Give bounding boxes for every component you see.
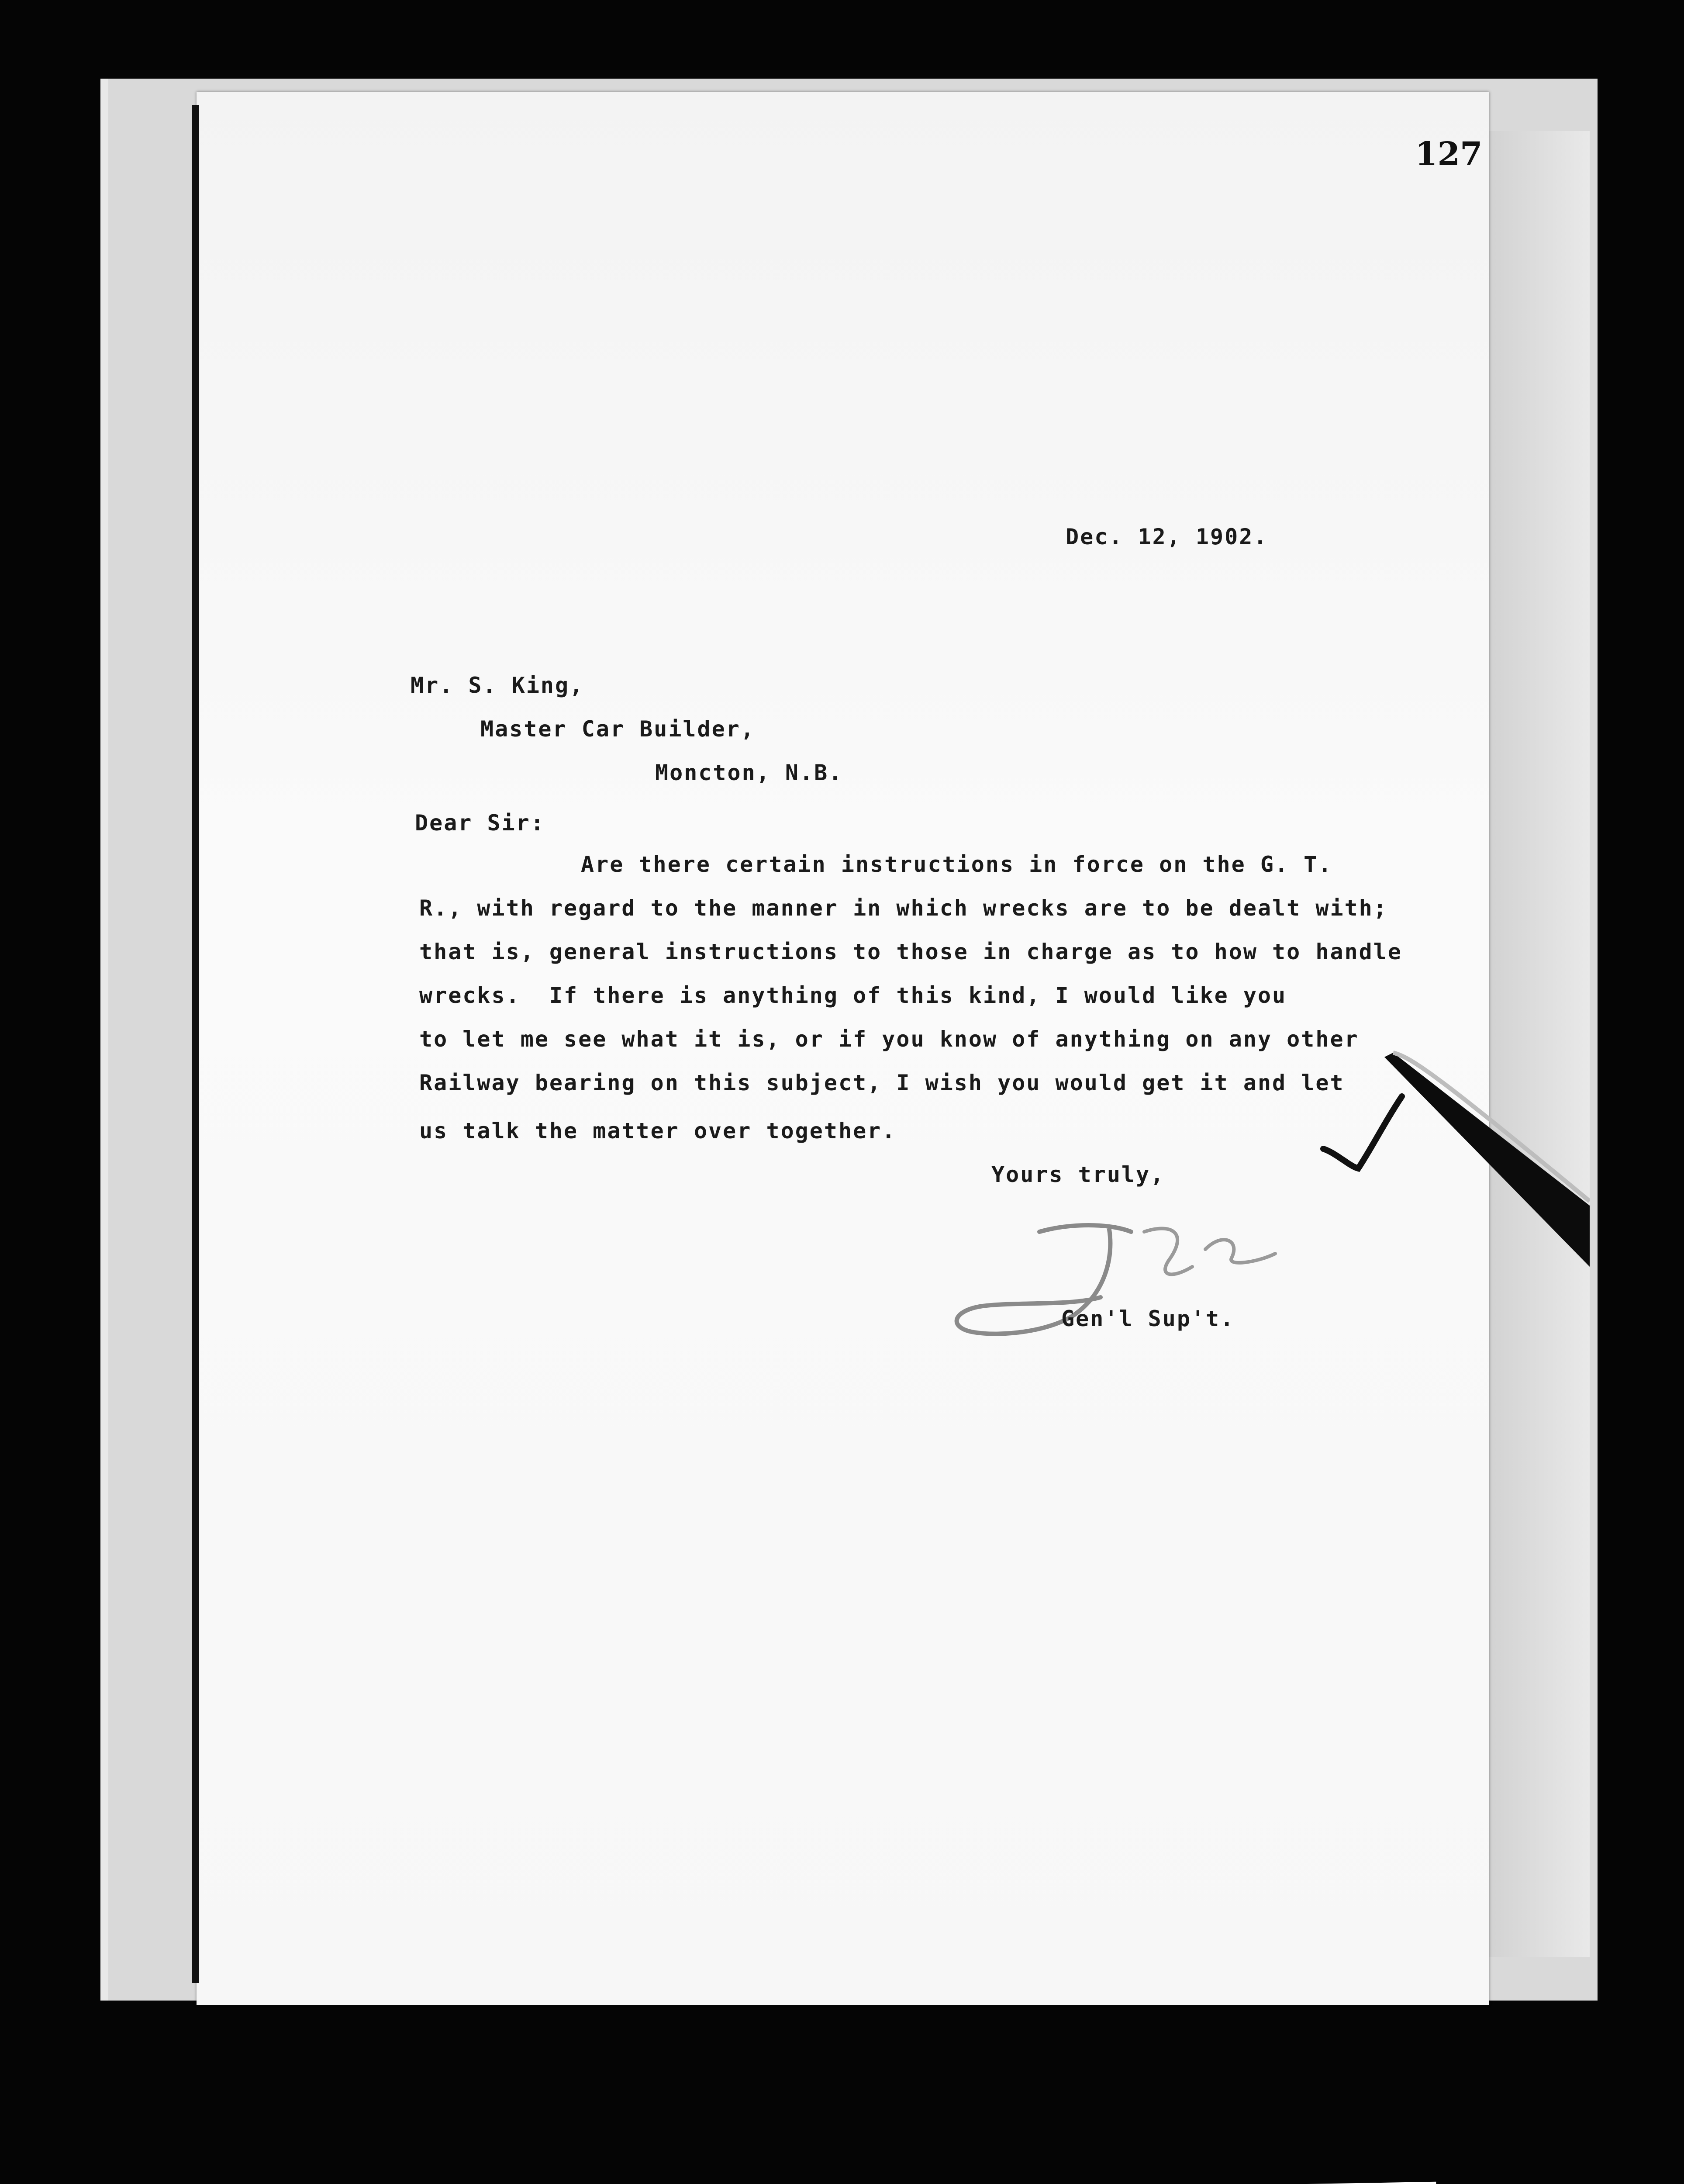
- salutation: Dear Sir:: [415, 810, 545, 836]
- closing: Yours truly,: [991, 1162, 1165, 1187]
- body-line-1: Are there certain instructions in force on the G. T.: [581, 852, 1333, 877]
- body-line-2: R., with regard to the manner in which wrecks are to be dealt with;: [419, 895, 1388, 921]
- page-number: 127: [1415, 135, 1483, 173]
- signature-title: Gen'l Sup't.: [1061, 1306, 1235, 1331]
- recipient-name: Mr. S. King,: [411, 673, 584, 698]
- pen-pointer: [1384, 1040, 1590, 1302]
- body-line-6: Railway bearing on this subject, I wish you would get it and let: [419, 1070, 1345, 1095]
- body-line-4: wrecks. If there is anything of this kind, I would like you: [419, 983, 1287, 1008]
- body-line-3: that is, general instructions to those in charge as to how to handle: [419, 939, 1402, 964]
- body-line-5: to let me see what it is, or if you know of anything on any other: [419, 1026, 1359, 1052]
- recipient-place: Moncton, N.B.: [655, 760, 843, 785]
- handwritten-signature: [926, 1206, 1345, 1354]
- recipient-title: Master Car Builder,: [480, 716, 755, 742]
- binding-edge: [192, 105, 199, 1983]
- blurred-page-stamp: [1174, 2182, 1437, 2184]
- letter-date: Dec. 12, 1902.: [1066, 524, 1268, 549]
- body-line-7: us talk the matter over together.: [419, 1118, 897, 1144]
